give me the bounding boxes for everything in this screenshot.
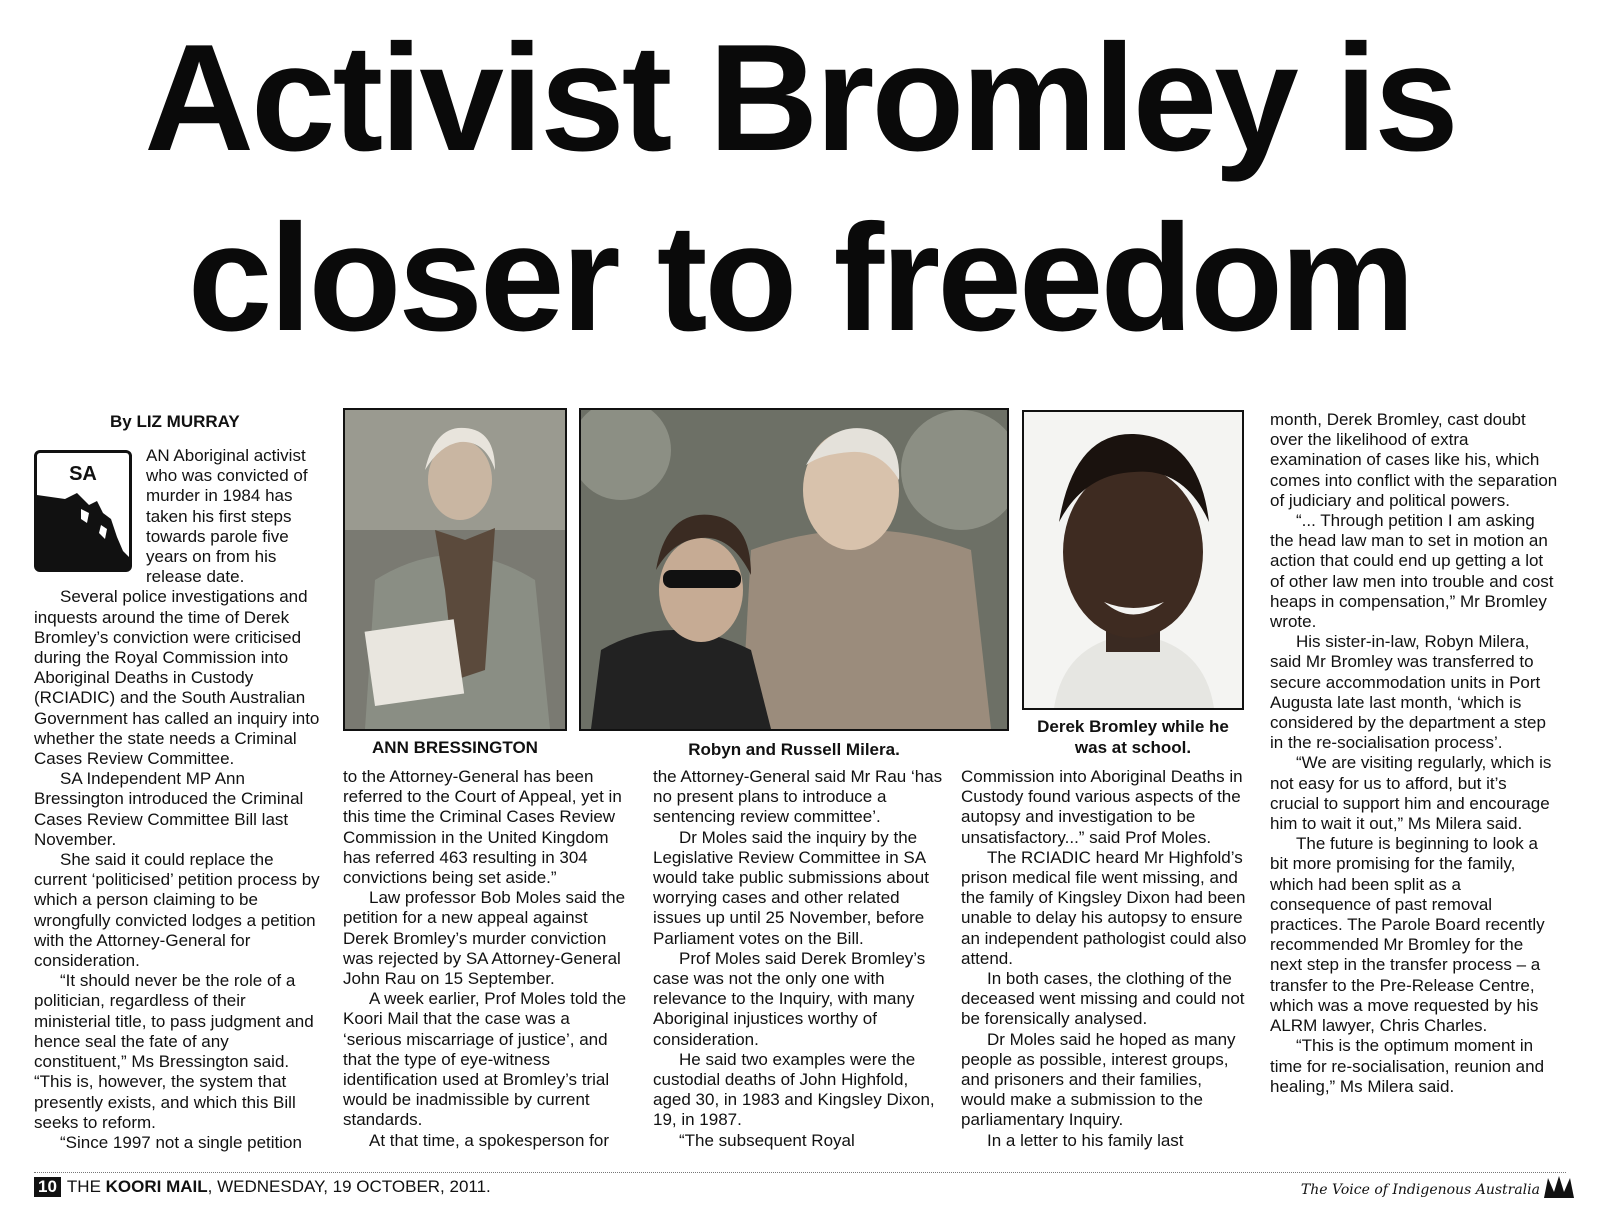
paragraph: “We are visiting regularly, which is not easy for us to afford, but it’s crucial to support him and encourage him to wait it out,” Ms Milera said. <box>1270 753 1552 834</box>
page-number: 10 <box>34 1177 61 1197</box>
byline: By LIZ MURRAY <box>110 412 240 431</box>
state-badge-label: SA <box>69 463 97 485</box>
photo-caption-derek-bromley: Derek Bromley while he was at school. <box>1037 717 1229 757</box>
paragraph: A week earlier, Prof Moles told the Koori Mail that the case was a ‘serious miscarriage of justice’, and that the type of eye-witness identification used at Bromley’s trial would be inadmissible by current standards. <box>343 989 627 1130</box>
publication-tagline: The Voice of Indigenous Australia <box>1300 1182 1540 1198</box>
portrait-woman-image <box>345 410 565 729</box>
paragraph: In a letter to his family last <box>987 1130 1184 1150</box>
paragraph: At that time, a spokesperson for <box>369 1130 610 1150</box>
article-column-1 <box>34 446 324 1153</box>
paragraph: month, Derek Bromley, cast doubt over the likelihood of extra examination of cases like his, which comes into conflict with the separation of judiciary and political powers. <box>1270 410 1558 510</box>
article-column-4 <box>961 767 1251 1151</box>
paragraph: His sister-in-law, Robyn Milera, said Mr Bromley was transferred to secure accommodation units in Port Augusta late last month, ‘which is considered by the department a step in the re-socialisation process’. <box>1270 632 1546 753</box>
paragraph: Prof Moles said Derek Bromley’s case was not the only one with relevance to the Inquiry, with many Aboriginal injustices worthy of consideration. <box>653 948 926 1049</box>
paragraph: to the Attorney-General has been referred to the Court of Appeal, yet in this time the Criminal Cases Review Commission in the United Kingdom has referred 463 resulting in 304 convictions being set aside.” <box>343 767 622 888</box>
paragraph: “This is the optimum moment in time for re-socialisation, reunion and healing,” Ms Milera said. <box>1270 1036 1545 1096</box>
photo-caption-ann-bressington: ANN BRESSINGTON <box>372 738 538 757</box>
paragraph: The RCIADIC heard Mr Highfold’s prison medical file went missing, and the family of Kingsley Dixon had been unable to delay his autopsy to ensure an independent pathologist could also attend. <box>961 847 1247 968</box>
photo-robyn-russell-milera <box>579 408 1009 731</box>
article-column-5 <box>1270 410 1560 1097</box>
paragraph: SA Independent MP Ann Bressington introduced the Criminal Cases Review Committee Bill last November. <box>34 769 304 849</box>
paragraph: Dr Moles said the inquiry by the Legislative Review Committee in SA would take public submissions about worrying cases and other related issues up until 25 November, before Parliament votes on the Bill. <box>653 827 929 948</box>
paragraph: Commission into Aboriginal Deaths in Custody found various aspects of the autopsy and investigation to be unsatisfactory...” said Prof Moles. <box>961 767 1243 847</box>
headline <box>20 8 1580 368</box>
paragraph: Several police investigations and inquests around the time of Derek Bromley’s conviction were criticised during the Royal Commission into Aboriginal Deaths in Custody (RCIADIC) and the South Australian Government has called an inquiry into whether the state needs a Criminal Cases Review Committee. <box>34 587 320 769</box>
paragraph: “Since 1997 not a single petition <box>60 1132 302 1152</box>
portrait-couple-image <box>581 410 1007 729</box>
photo-ann-bressington <box>343 408 567 731</box>
photo-caption-robyn-russell-milera: Robyn and Russell Milera. <box>688 740 900 759</box>
paragraph: “The subsequent Royal <box>679 1130 855 1150</box>
koori-mail-logo-icon <box>1544 1176 1574 1198</box>
paragraph: “... Through petition I am asking the head law man to set in motion an action that could end up getting a lot of other law men into trouble and cost heaps in compensation,” Mr Bromley wrote. <box>1270 511 1554 632</box>
headline-line-1: Activist Bromley is <box>144 13 1456 183</box>
paragraph: “It should never be the role of a politician, regardless of their ministerial title, to pass judgment and hence seal the fate of any constituent,” Ms Bressington said. “This is, however, the system that presently exists, and which this Bill seeks to reform. <box>34 971 314 1132</box>
headline-line-2: closer to freedom <box>187 193 1413 363</box>
article-column-2 <box>343 767 633 1151</box>
paragraph: She said it could replace the current ‘politicised’ petition process by which a person claiming to be wrongfully convicted lodges a petition with the Attorney-General for consideration. <box>34 850 320 971</box>
page-footer <box>34 1177 491 1197</box>
paragraph: The future is beginning to look a bit more promising for the family, which had been split as a consequence of past removal practices. The Parole Board recently recommended Mr Bromley for the next step in the transfer process – a transfer to the Pre-Release Centre, which was a move requested by his ALRM lawyer, Chris Charles. <box>1270 834 1545 1036</box>
paragraph: Law professor Bob Moles said the petition for a new appeal against Derek Bromley’s murder conviction was rejected by SA Attorney-General John Rau on 15 September. <box>343 888 626 989</box>
paragraph: the Attorney-General said Mr Rau ‘has no present plans to introduce a sentencing review committee’. <box>653 767 943 827</box>
footer-the: THE <box>66 1177 101 1196</box>
paragraph: Dr Moles said he hoped as many people as possible, interest groups, and prisoners and their families, would make a submission to the parliamentary Inquiry. <box>961 1029 1236 1130</box>
publication-date: , WEDNESDAY, 19 OCTOBER, 2011. <box>207 1177 491 1196</box>
paragraph: In both cases, the clothing of the deceased went missing and could not be forensically analysed. <box>961 969 1245 1029</box>
photo-derek-bromley <box>1022 410 1244 710</box>
footer-divider <box>34 1172 1566 1173</box>
publication-name: KOORI MAIL <box>105 1177 208 1196</box>
paragraph: AN Aboriginal activist who was convicted of murder in 1984 has taken his first steps towards parole five years on from his release date. <box>146 446 308 587</box>
portrait-boy-image <box>1024 412 1242 708</box>
article-column-3 <box>653 767 943 1151</box>
paragraph: He said two examples were the custodial deaths of John Highfold, aged 30, in 1983 and Kingsley Dixon, 19, in 1987. <box>653 1049 935 1130</box>
